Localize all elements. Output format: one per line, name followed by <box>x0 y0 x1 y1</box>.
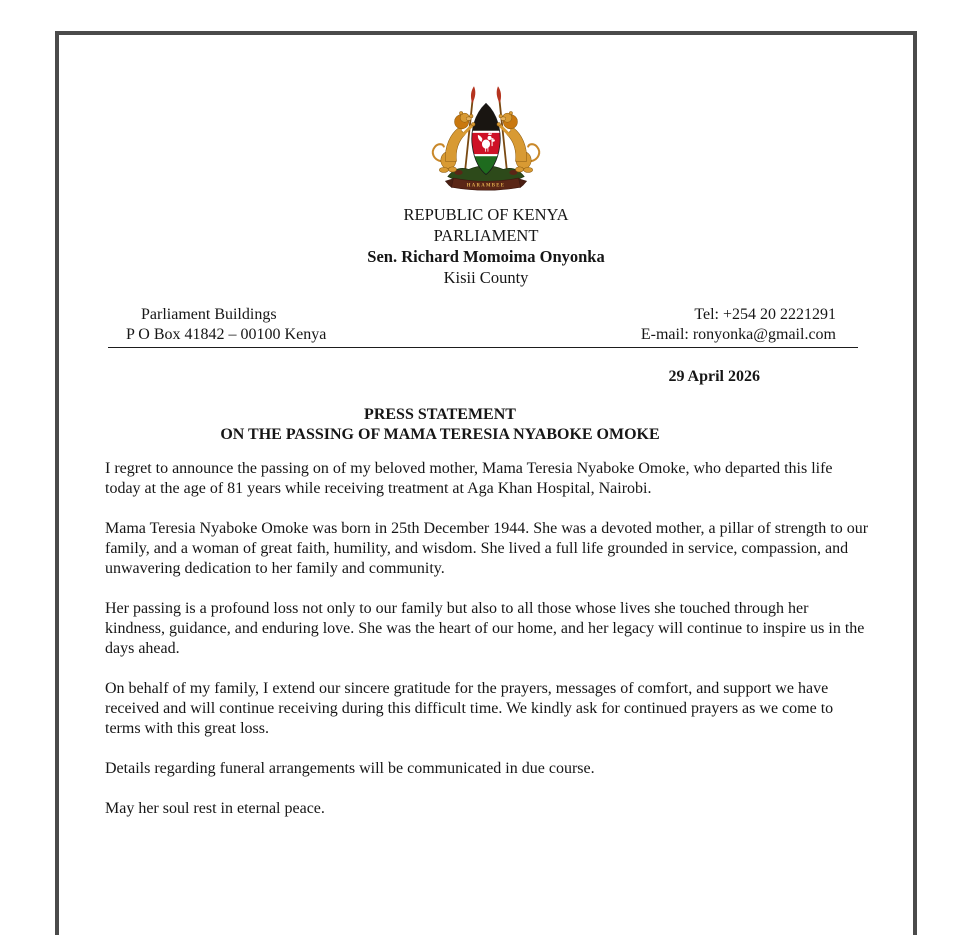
letterhead <box>59 204 913 288</box>
address-line-2: P O Box 41842 – 00100 Kenya <box>126 326 327 343</box>
address-line-1: Parliament Buildings <box>141 306 277 323</box>
paragraph: On behalf of my family, I extend our sincere gratitude for the prayers, messages of comfort, and support we have received and will continue receiving during this difficult time. We kindly ask for continued prayers as we come to terms with this great loss. <box>105 680 834 737</box>
paragraph: May her soul rest in eternal peace. <box>105 800 325 817</box>
paragraph: I regret to announce the passing on of my beloved mother, Mama Teresia Nyaboke Omoke, who departed this life today at the age of 81 years while receiving treatment at Aga Khan Hospital, Nairobi. <box>105 460 833 497</box>
paragraph: Details regarding funeral arrangements will be communicated in due course. <box>105 760 595 777</box>
motto-text: HARAMBEE <box>466 183 506 189</box>
statement-title <box>59 405 821 445</box>
sender-name: Sen. Richard Momoima Onyonka <box>367 247 605 266</box>
statement-body <box>59 459 913 819</box>
email-line: E-mail: ronyonka@gmail.com <box>640 326 836 343</box>
paragraph: Mama Teresia Nyaboke Omoke was born in 25th December 1944. She was a devoted mother, a pillar of strength to our family, and a woman of great faith, humility, and wisdom. She lived a full life grounded in service, compassion, and unwavering dedication to her family and community. <box>105 520 869 577</box>
date-line: 29 April 2026 <box>668 368 760 385</box>
shield-icon <box>468 100 504 176</box>
institution-line: PARLIAMENT <box>433 226 539 245</box>
county-line: Kisii County <box>443 268 529 287</box>
kenya-coat-of-arms-icon <box>420 85 552 197</box>
tel-line: Tel: +254 20 2221291 <box>694 306 836 323</box>
country-line: REPUBLIC OF KENYA <box>403 205 569 224</box>
contact-section <box>108 305 858 348</box>
title-line-2: ON THE PASSING OF MAMA TERESIA NYABOKE OMOKE <box>220 426 660 443</box>
paragraph: Her passing is a profound loss not only to our family but also to all those whose lives she touched through her kindness, guidance, and enduring love. She was the heart of our home, and her legacy will continue to inspire us in the days ahead. <box>105 600 865 657</box>
page-frame <box>55 31 917 935</box>
contact-address <box>108 305 326 345</box>
contact-details <box>641 305 858 345</box>
emblem-wrap <box>59 85 913 197</box>
title-line-1: PRESS STATEMENT <box>364 406 516 423</box>
